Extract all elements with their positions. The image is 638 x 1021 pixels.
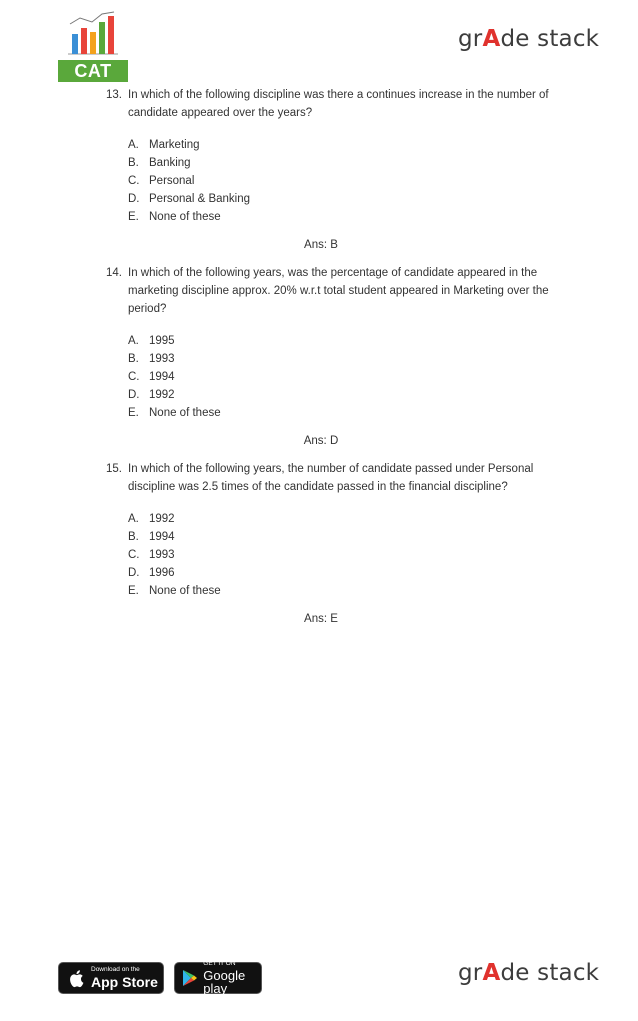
option-list <box>128 510 556 600</box>
question-number: 15. <box>106 463 122 475</box>
google-play-button[interactable] <box>174 962 262 994</box>
option-letter: C. <box>128 549 140 561</box>
option-text: 1995 <box>149 335 175 347</box>
question-text: In which of the following discipline was there a continues increase in the number of candidate appeared over the years? <box>128 89 549 119</box>
cat-logo <box>58 8 128 81</box>
option-letter: A. <box>128 335 139 347</box>
option-letter: B. <box>128 531 139 543</box>
option <box>128 136 556 154</box>
option-text: 1993 <box>149 549 175 561</box>
app-store-button[interactable] <box>58 962 164 994</box>
google-play-icon <box>181 969 199 987</box>
brand-text-post: de stack <box>500 26 600 52</box>
option <box>128 564 556 582</box>
option-letter: E. <box>128 585 139 597</box>
question-13 <box>106 86 556 254</box>
option-letter: B. <box>128 353 139 365</box>
question-15 <box>106 460 556 628</box>
option <box>128 368 556 386</box>
option-letter: D. <box>128 193 140 205</box>
option-text: 1994 <box>149 371 175 383</box>
option-text: None of these <box>149 407 221 419</box>
brand-text-post: de stack <box>500 960 600 986</box>
google-play-big-text: Google play <box>203 967 246 996</box>
question-list <box>106 86 556 628</box>
question-14 <box>106 264 556 450</box>
option <box>128 190 556 208</box>
option-letter: E. <box>128 211 139 223</box>
brand-text-accent: A <box>482 960 501 986</box>
option <box>128 172 556 190</box>
option-letter: A. <box>128 513 139 525</box>
question-text: In which of the following years, the number of candidate passed under Personal discipline was 2.5 times of the candidate passed in the financial discipline? <box>128 463 534 493</box>
option-text: 1992 <box>149 513 175 525</box>
option-text: None of these <box>149 585 221 597</box>
option-text: Personal & Banking <box>149 193 251 205</box>
option <box>128 582 556 600</box>
option-letter: E. <box>128 407 139 419</box>
option-text: Personal <box>149 175 195 187</box>
option-letter: D. <box>128 389 140 401</box>
option <box>128 510 556 528</box>
option-text: None of these <box>149 211 221 223</box>
option-text: 1993 <box>149 353 175 365</box>
brand-text-pre: gr <box>458 960 483 986</box>
option-text: 1996 <box>149 567 175 579</box>
question-number: 14. <box>106 267 122 279</box>
brand-text-pre: gr <box>458 26 483 52</box>
option-letter: C. <box>128 371 140 383</box>
option-list <box>128 332 556 422</box>
apple-icon <box>65 969 87 988</box>
answer-text: Ans: D <box>303 435 339 447</box>
option-letter: C. <box>128 175 140 187</box>
option-letter: B. <box>128 157 139 169</box>
option <box>128 332 556 350</box>
gradestack-logo <box>458 26 599 52</box>
option-text: Marketing <box>149 139 200 151</box>
option-letter: A. <box>128 139 139 151</box>
option <box>128 154 556 172</box>
option <box>128 208 556 226</box>
brand-text-accent: A <box>482 26 501 52</box>
cat-label: CAT <box>58 60 128 82</box>
google-play-small-text: GET IT ON <box>203 960 236 968</box>
answer-text: Ans: E <box>304 613 338 625</box>
answer-text: Ans: B <box>304 239 338 251</box>
question-text: In which of the following years, was the percentage of candidate appeared in the marketing discipline approx. 20% w.r.t total student appeared in Marketing over the period? <box>128 267 549 315</box>
option <box>128 546 556 564</box>
app-store-small-text: Download on the <box>91 966 140 974</box>
gradestack-footer-logo <box>458 960 599 986</box>
option-text: 1992 <box>149 389 175 401</box>
option-list <box>128 136 556 226</box>
bar-chart-icon <box>66 10 120 56</box>
option-text: Banking <box>149 157 191 169</box>
option <box>128 404 556 422</box>
app-store-big-text: App Store <box>91 973 158 990</box>
option-text: 1994 <box>149 531 175 543</box>
option-letter: D. <box>128 567 140 579</box>
option <box>128 386 556 404</box>
option <box>128 350 556 368</box>
option <box>128 528 556 546</box>
question-number: 13. <box>106 89 122 101</box>
